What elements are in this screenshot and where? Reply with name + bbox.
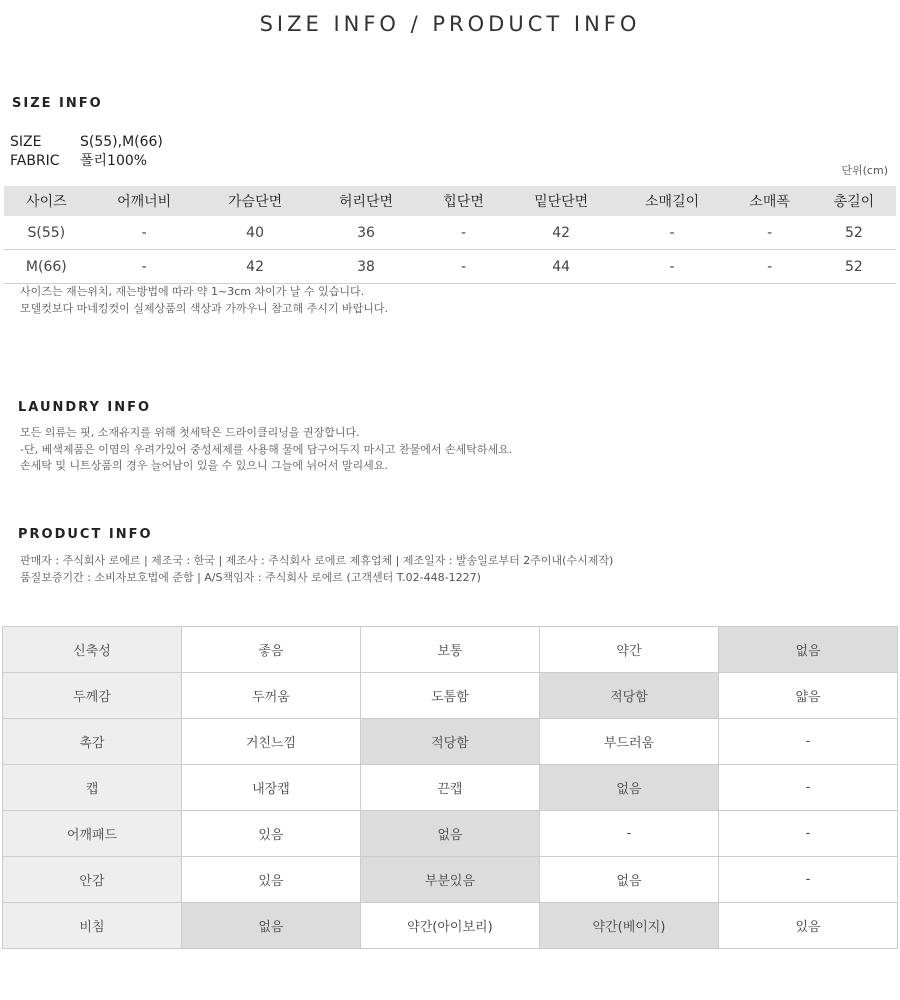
attribute-option: -	[719, 811, 898, 857]
product-notes	[20, 553, 613, 586]
attribute-option: 있음	[181, 811, 360, 857]
attribute-option: 있음	[719, 903, 898, 949]
laundry-line: 손세탁 및 니트상품의 경우 늘어남이 있을 수 있으니 그늘에 뉘어서 말리세요.	[20, 459, 388, 472]
attribute-option: 도톰함	[360, 673, 539, 719]
attribute-label: 비침	[3, 903, 182, 949]
attribute-option: 약간	[539, 627, 718, 673]
header-hem: 밑단단면	[506, 186, 617, 216]
attribute-option: -	[719, 719, 898, 765]
attribute-label: 신축성	[3, 627, 182, 673]
table-cell: 44	[506, 250, 617, 284]
size-row	[10, 134, 163, 150]
size-value: S(55),M(66)	[80, 134, 163, 150]
attribute-row	[3, 673, 898, 719]
size-note-line: 모델컷보다 마네킹컷이 실제상품의 색상과 가까우니 참고해 주시기 바랍니다.	[20, 301, 389, 315]
attribute-option: 있음	[181, 857, 360, 903]
attribute-row	[3, 719, 898, 765]
size-notes	[20, 284, 388, 317]
size-table	[4, 186, 896, 284]
size-label: SIZE	[10, 134, 42, 150]
size-info-heading: SIZE INFO	[12, 96, 103, 111]
header-sleeve-width: 소매폭	[728, 186, 812, 216]
header-size: 사이즈	[4, 186, 89, 216]
attribute-row	[3, 627, 898, 673]
attribute-option-selected: 부분있음	[360, 857, 539, 903]
product-line: 판매자 : 주식회사 로에르 | 제조국 : 한국 | 제조사 : 주식회사 로에르 제휴업체 | 제조일자 : 발송일로부터 2주이내(수시제작)	[20, 554, 614, 567]
header-total-length: 총길이	[812, 186, 896, 216]
attribute-row	[3, 903, 898, 949]
attribute-option: 얇음	[719, 673, 898, 719]
table-cell: -	[421, 216, 505, 250]
attribute-row	[3, 857, 898, 903]
page-title: SIZE INFO / PRODUCT INFO	[259, 12, 641, 36]
table-cell: S(55)	[4, 216, 89, 250]
table-cell: -	[728, 250, 812, 284]
attribute-option: 좋음	[181, 627, 360, 673]
unit-label: 단위(cm)	[841, 164, 888, 177]
header-shoulder: 어깨너비	[89, 186, 200, 216]
header-chest: 가슴단면	[200, 186, 311, 216]
table-cell: 38	[311, 250, 422, 284]
attribute-option-selected: 없음	[539, 765, 718, 811]
attribute-option-selected: 없음	[719, 627, 898, 673]
attribute-option: 부드러움	[539, 719, 718, 765]
attribute-label: 두께감	[3, 673, 182, 719]
table-cell: -	[89, 250, 200, 284]
product-info-heading: PRODUCT INFO	[18, 527, 153, 542]
table-cell: -	[89, 216, 200, 250]
attribute-option: 두꺼움	[181, 673, 360, 719]
table-cell: M(66)	[4, 250, 89, 284]
attribute-label: 캡	[3, 765, 182, 811]
attribute-label: 안감	[3, 857, 182, 903]
table-cell: -	[728, 216, 812, 250]
attribute-option: -	[719, 765, 898, 811]
fabric-row	[10, 150, 147, 170]
laundry-line: -단, 베색제품은 이염의 우려가있어 중성세제를 사용해 물에 담구어두지 마시고 찬물에서 손세탁하세요.	[20, 442, 513, 456]
header-waist: 허리단면	[311, 186, 422, 216]
attribute-option-selected: 적당함	[360, 719, 539, 765]
table-cell: 52	[812, 216, 896, 250]
table-cell: -	[421, 250, 505, 284]
attribute-row	[3, 811, 898, 857]
attribute-option: 끈캡	[360, 765, 539, 811]
attribute-option-selected: 없음	[360, 811, 539, 857]
attribute-option-selected: 약간(베이지)	[539, 903, 718, 949]
attribute-label: 촉감	[3, 719, 182, 765]
table-cell: 36	[311, 216, 422, 250]
attribute-option: 없음	[539, 857, 718, 903]
table-cell: 42	[506, 216, 617, 250]
header-hip: 힙단면	[421, 186, 505, 216]
attribute-option: -	[719, 857, 898, 903]
table-cell: 52	[812, 250, 896, 284]
attribute-option-selected: 적당함	[539, 673, 718, 719]
table-cell: -	[617, 216, 728, 250]
laundry-line: 모든 의류는 핏, 소재유지를 위해 첫세탁은 드라이클리닝을 권장합니다.	[20, 426, 360, 439]
attribute-row	[3, 765, 898, 811]
header-sleeve-length: 소매길이	[617, 186, 728, 216]
attribute-option: 약간(아이보리)	[360, 903, 539, 949]
attribute-option: -	[539, 811, 718, 857]
attributes-table	[2, 626, 898, 949]
size-note-line: 사이즈는 재는위치, 재는방법에 따라 약 1~3cm 차이가 날 수 있습니다.	[20, 285, 365, 298]
laundry-info-heading: LAUNDRY INFO	[18, 400, 152, 415]
table-cell: -	[617, 250, 728, 284]
fabric-value: 폴리100%	[80, 153, 148, 169]
attribute-option-selected: 없음	[181, 903, 360, 949]
laundry-notes	[20, 425, 512, 475]
attribute-option: 거친느낌	[181, 719, 360, 765]
attribute-option: 내장캡	[181, 765, 360, 811]
product-line: 품질보증기간 : 소비자보호법에 준함 | A/S책임자 : 주식회사 로에르 (고객센터 T.02-448-1227)	[20, 570, 481, 584]
attribute-option: 보통	[360, 627, 539, 673]
fabric-label: FABRIC	[10, 153, 60, 169]
attribute-label: 어깨패드	[3, 811, 182, 857]
size-table-header	[4, 186, 896, 216]
table-cell: 40	[200, 216, 311, 250]
table-row	[4, 250, 896, 284]
table-cell: 42	[200, 250, 311, 284]
table-row	[4, 216, 896, 250]
